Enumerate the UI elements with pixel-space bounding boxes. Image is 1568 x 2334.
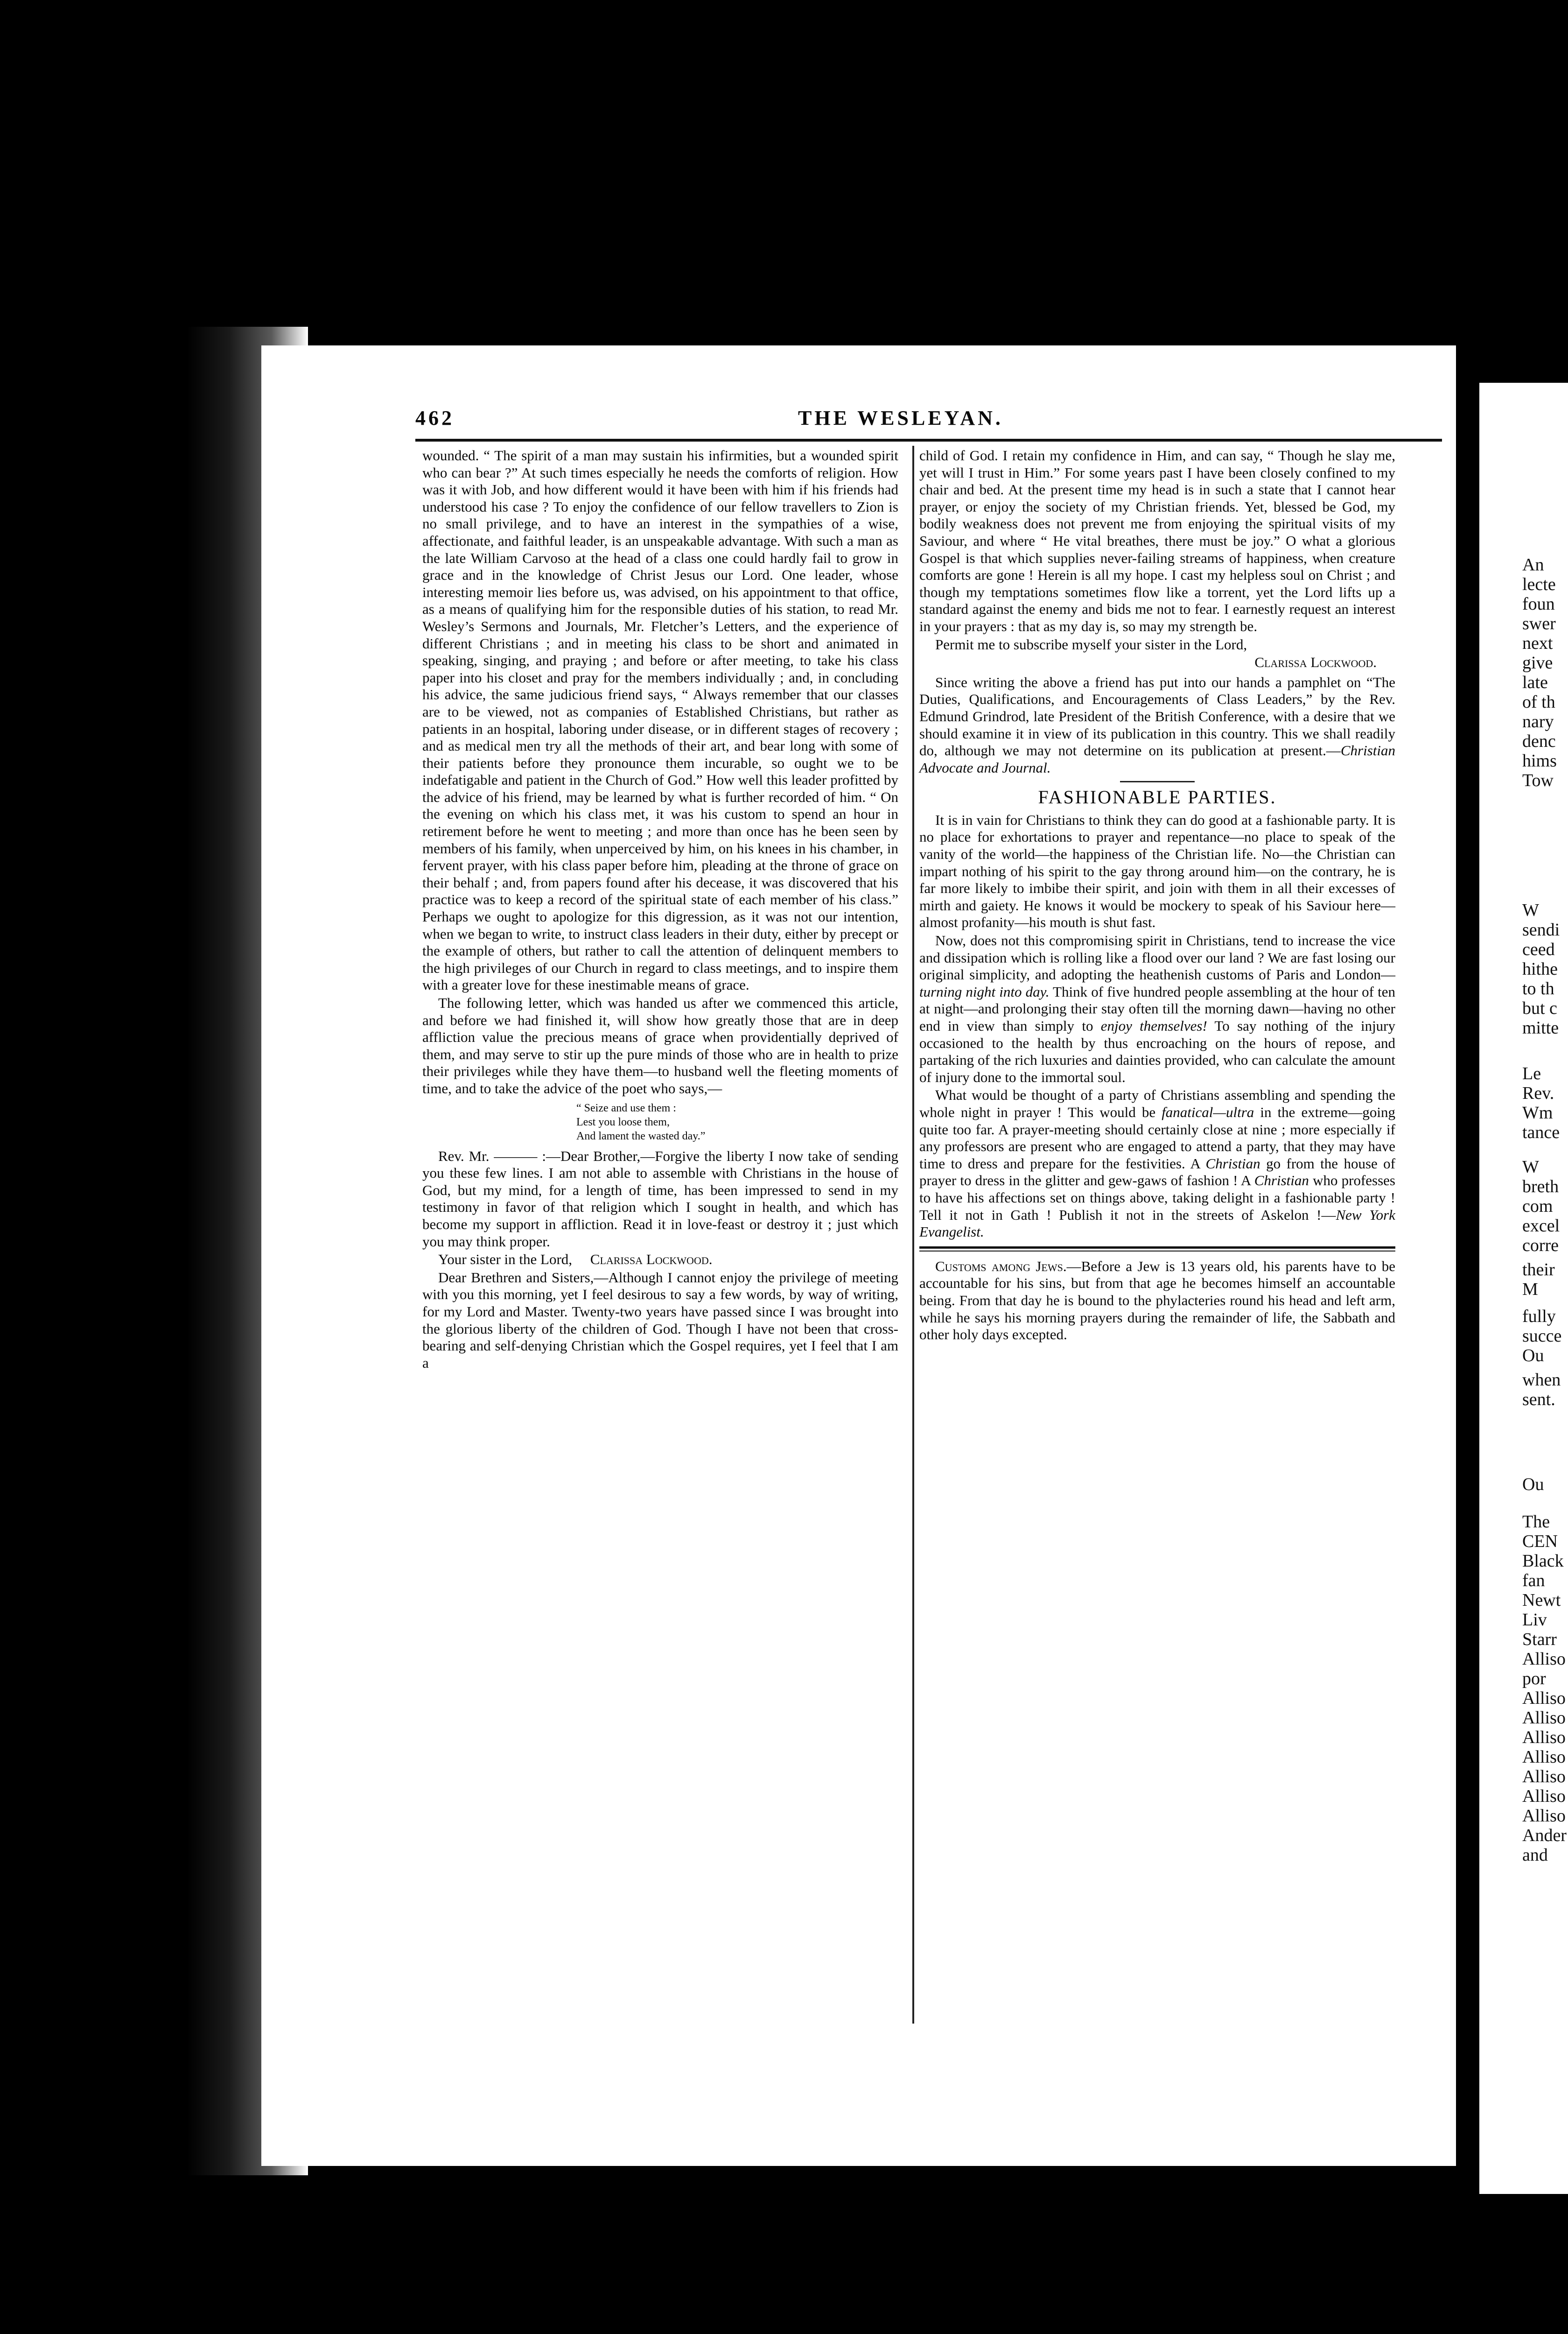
adjacent-page-fragment: com xyxy=(1522,1196,1553,1216)
adjacent-page-fragment: excel xyxy=(1522,1216,1560,1236)
paragraph-text: Since writing the above a friend has put into our hands a pamphlet on “The Duties, Qualifications, and Encouragements of Class Leaders,” by the Rev. Edmund Grindrod, late President of the British Conference, with a desire that we should examine it in view of its publication in this country. This we shall readily do, although we may not determine on its publication at present.— xyxy=(919,674,1395,759)
emphasis: fanatical—ultra xyxy=(1162,1104,1254,1120)
adjacent-page-fragment: Alliso xyxy=(1522,1786,1566,1806)
paragraph: Dear Brethren and Sisters,—Although I cannot enjoy the privilege of meeting with you this morning, yet I feel desirous to say a few words, by way of writing, for my Lord and Master. Twenty-two years have passed since I was brought into the glorious liberty of the children of God. Though I have not been that cross-bearing and self-denying Christian which the Gospel requires, yet I feel that I am a xyxy=(422,1269,898,1371)
signature-name: Clarissa Lockwood. xyxy=(590,1251,713,1268)
running-title: THE WESLEYAN. xyxy=(798,407,1003,429)
emphasis: Christian xyxy=(1254,1172,1309,1189)
adjacent-page-fragment: hims xyxy=(1522,751,1557,771)
adjacent-page-fragment: succe xyxy=(1522,1326,1562,1346)
paragraph-text: What would be thought of a party of Christians assembling and spending the whole night in prayer ! This would be xyxy=(919,1087,1395,1120)
adjacent-page-fragment: Alliso xyxy=(1522,1688,1566,1708)
signature-line xyxy=(422,1251,898,1268)
left-column xyxy=(422,447,898,1372)
adjacent-page-fragment: Liv xyxy=(1522,1610,1547,1630)
section-title: FASHIONABLE PARTIES. xyxy=(1038,787,1277,808)
adjacent-page-fragment: por xyxy=(1522,1669,1546,1688)
paragraph-text: To say nothing of the injury occasioned to the health by thus encroaching on the hours of repose, and partaking of the rich luxuries and dainties provided, who can calculate the amount of injury done to the immortal soul. xyxy=(919,1018,1396,1085)
adjacent-page-fragment: CEN xyxy=(1522,1532,1558,1551)
adjacent-page-fragment: Wm xyxy=(1522,1103,1553,1123)
paragraph xyxy=(919,932,1395,1086)
adjacent-page-fragment: nary xyxy=(1522,712,1554,731)
adjacent-page-fragment: W xyxy=(1522,1157,1539,1177)
adjacent-page-fragment: denc xyxy=(1522,731,1556,751)
adjacent-page-fragment: Alliso xyxy=(1522,1767,1566,1786)
double-rule xyxy=(919,1246,1395,1251)
paragraph: It is in vain for Christians to think they can do good at a fashionable party. It is no place for exhortations to prayer and repentance—no place to speak of the vanity of the world—the happiness of the Christian life. No—the Christian can impart nothing of his spirit to the gay throng around him—on the contrary, he is far more likely to imbibe their spirit, and join with them in all their excesses of mirth and gaiety. He knows it would be mockery to speak of his Saviour here—almost profanity—his mouth is shut fast. xyxy=(919,811,1395,931)
adjacent-page-fragment: Le xyxy=(1522,1064,1541,1083)
adjacent-page-fragment: breth xyxy=(1522,1177,1559,1196)
adjacent-page-fragment: Ou xyxy=(1522,1346,1544,1365)
poem-quote xyxy=(576,1101,898,1143)
paragraph-text: who professes to have his affections set on things above, taking delight in a fashionable party ! Tell it not in Gath ! Publish it not in the streets of Askelon !— xyxy=(919,1172,1395,1223)
adjacent-page-fragment: Tow xyxy=(1522,771,1554,790)
adjacent-page-fragment: Ou xyxy=(1522,1475,1544,1494)
adjacent-page-fragment: mitte xyxy=(1522,1018,1559,1038)
adjacent-page-fragment: swer xyxy=(1522,614,1556,633)
adjacent-page-fragment: The xyxy=(1522,1512,1550,1532)
adjacent-page-fragment: when xyxy=(1522,1370,1561,1390)
paragraph xyxy=(919,674,1395,777)
adjacent-page-fragment: hithe xyxy=(1522,959,1558,979)
adjacent-page-fragment: W xyxy=(1522,900,1539,920)
section-rule xyxy=(1120,781,1195,782)
paragraph: The following letter, which was handed us after we commenced this article, and before we had finished it, will show how greatly those that are in deep affliction value the precious means of grace when providentially deprived of them, and may serve to stir up the pure minds of those who are in health to prize their privileges while they have them—to husband well the fleeting moments of time, and to take the advice of the poet who says,— xyxy=(422,995,898,1097)
adjacent-page-fragment: Ander xyxy=(1522,1826,1567,1845)
source-citation: New York Evangelist. xyxy=(919,1206,1395,1240)
adjacent-page-fragment: their xyxy=(1522,1260,1555,1279)
adjacent-page-fragment: ceed xyxy=(1522,940,1555,959)
adjacent-page-fragment: corre xyxy=(1522,1236,1559,1255)
header-rule xyxy=(415,439,1442,442)
paragraph: child of God. I retain my confidence in Him, and can say, “ Though he slay me, yet will I trust in Him.” For some years past I have been closely confined to my chair and bed. At the present time my head is in such a state that I cannot hear prayer, or enjoy the society of my Christian friends. Yet, blessed be God, my bodily weakness does not prevent me from enjoying the spiritual visits of my Saviour, and where “ He vital breathes, there must be joy.” O what a glorious Gospel is that which supplies never-failing streams of happiness, when creature comforts are gone ! Herein is all my hope. I cast my helpless soul on Christ ; and though my temptations sometimes flow like a torrent, yet the Lord lifts up a standard against the enemy and bids me not to fear. I earnestly request an interest in your prayers : that as my day is, so may my strength be. xyxy=(919,447,1395,634)
adjacent-page-fragment: fan xyxy=(1522,1571,1545,1590)
source-citation: Christian Advocate and Journal. xyxy=(919,742,1395,776)
adjacent-page-fragment: Newt xyxy=(1522,1590,1561,1610)
paragraph: Permit me to subscribe myself your sister in the Lord, xyxy=(935,636,1247,653)
adjacent-page-fragment: sent. xyxy=(1522,1390,1555,1409)
paragraph-text: —Before a Jew is 13 years old, his parents have to be accountable for his sins, but from that age he becomes himself an accountable being. From that day he is bound to the phylacteries round his head and left arm, while he says his morning prayers during the remainder of life, the Sabbath and other holy days excepted. xyxy=(919,1258,1396,1343)
adjacent-page-fragment: late xyxy=(1522,673,1548,692)
adjacent-page-edge xyxy=(1479,383,1568,2194)
adjacent-page-fragment: but c xyxy=(1522,998,1557,1018)
paragraph-text: in the extreme—going quite too far. A prayer-meeting should certainly close at nine ; more especially if any professors are present who are engaged to attend a party, that they may have time to dress and prepare for the festivities. A xyxy=(919,1104,1395,1172)
adjacent-page-fragment: next xyxy=(1522,633,1553,653)
paragraph xyxy=(919,1087,1395,1240)
column-divider xyxy=(912,446,914,2024)
adjacent-page-fragment: Alliso xyxy=(1522,1649,1566,1669)
adjacent-page-fragment: tance xyxy=(1522,1123,1560,1142)
adjacent-page-fragment: sendi xyxy=(1522,920,1560,940)
adjacent-page-fragment: give xyxy=(1522,653,1553,673)
scanned-page xyxy=(261,345,1456,2166)
adjacent-page-fragment: foun xyxy=(1522,594,1555,614)
adjacent-page-fragment: fully xyxy=(1522,1307,1556,1326)
paragraph xyxy=(919,1258,1395,1343)
adjacent-page-fragment: to th xyxy=(1522,979,1554,998)
adjacent-page-fragment: Alliso xyxy=(1522,1747,1566,1767)
adjacent-page-fragment: lecte xyxy=(1522,575,1556,594)
adjacent-page-fragment: Alliso xyxy=(1522,1708,1566,1728)
paragraph: wounded. “ The spirit of a man may sustain his infirmities, but a wounded spirit who can bear ?” At such times especially he needs the comforts of religion. How was it with Job, and how different would it have been with him if his friends had understood his case ? To enjoy the confidence of our fellow travellers to Zion is no small privilege, and to have an interest in the sympathies of a wise, affectionate, and faithful leader, is an unspeakable advantage. With such a man as the late William Carvoso at the head of a class one could hardly fail to grow in grace and in the knowledge of Christ Jesus our Lord. One leader, whose interesting memoir lies before us, was advised, on his appointment to that office, as a means of qualifying him for the responsible duties of his station, to read Mr. Wesley’s Sermons and Journals, Mr. Fletcher’s Letters, and the experience of different Christians ; and in meeting his class to be short and animated in speaking, singing, and praying ; and before or after meeting, to take his class paper into his closet and pray for the members individually ; and, in concluding his advice, the same judicious friend says, “ Always remember that our classes are to be viewed, not as companies of Established Christians, but rather as patients in an hospital, laboring under disease, or in different stages of recovery ; and as medical men try all the methods of their art, and bear long with some of their patients before they pronounce them incurable, so ought we to be indefatigable and patient in the Church of God.” How well this leader profitted by the advice of his friend, may be learned by what is further recorded of him. “ On the evening on which his class met, it was his custom to spend an hour in retirement before he went to meeting ; and more than once has he been seen by members of his family, when unperceived by him, on his knees in his chamber, in fervent prayer, with his class paper before him, pleading at the throne of grace on their behalf ; and, from papers found after his decease, it was discovered that his practice was to keep a record of the spiritual state of each member of his class.” Perhaps we ought to apologize for this digression, as it was not our intention, when we began to write, to instruct class leaders in their duty, either by precept or the example of others, but rather to call the attention of delinquent members to the high privileges of our Church in regard to class meetings, and to inspire them with a greater love for these inestimable means of grace. xyxy=(422,447,898,993)
running-head xyxy=(415,406,1442,434)
adjacent-page-fragment: An xyxy=(1522,555,1544,575)
signature-lead: Your sister in the Lord, xyxy=(438,1251,573,1268)
adjacent-page-fragment: Alliso xyxy=(1522,1806,1566,1826)
paragraph-text: Now, does not this compromising spirit in Christians, tend to increase the vice and dissipation which is rolling like a flood over our land ? We are fast losing our original simplicity, and adopting the heathenish customs of Paris and London— xyxy=(919,932,1395,983)
signature-name: Clarissa Lockwood. xyxy=(1254,654,1377,671)
adjacent-page-fragment: and xyxy=(1522,1845,1548,1865)
page-number: 462 xyxy=(415,407,455,429)
paragraph-text: Think of five hundred people assembling at the hour of ten at night—and prolonging their stay often till the morning dawn—having no other end in view than simply to xyxy=(919,983,1395,1034)
poem-line: And lament the wasted day.” xyxy=(576,1130,706,1142)
emphasis: enjoy themselves! xyxy=(1100,1018,1207,1034)
right-column xyxy=(919,447,1395,1344)
emphasis: Christian xyxy=(1205,1155,1260,1172)
paragraph: Rev. Mr. ——— :—Dear Brother,—Forgive the liberty I now take of sending you these few lines. I am not able to assemble with Christians in the house of God, but my mind, for a length of time, has been impressed to send in my testimony in favor of that religion which I sought in health, and which has become my support in affliction. Read it in love-feast or destroy it ; just which you may think proper. xyxy=(422,1147,898,1250)
paragraph-heading: Customs among Jews. xyxy=(935,1258,1067,1274)
adjacent-page-fragment: Alliso xyxy=(1522,1728,1566,1747)
emphasis: turning night into day. xyxy=(919,983,1050,1000)
adjacent-page-fragment: of th xyxy=(1522,692,1555,712)
poem-line: Lest you loose them, xyxy=(576,1116,670,1128)
adjacent-page-fragment: Black xyxy=(1522,1551,1564,1571)
adjacent-page-fragment: M xyxy=(1522,1279,1538,1299)
adjacent-page-fragment: Rev. xyxy=(1522,1083,1554,1103)
poem-line: “ Seize and use them : xyxy=(576,1102,676,1114)
paragraph-text: go from the house of prayer to dress in the glitter and gew-gaws of fashion ! A xyxy=(919,1155,1395,1189)
adjacent-page-fragment: Starr xyxy=(1522,1630,1557,1649)
